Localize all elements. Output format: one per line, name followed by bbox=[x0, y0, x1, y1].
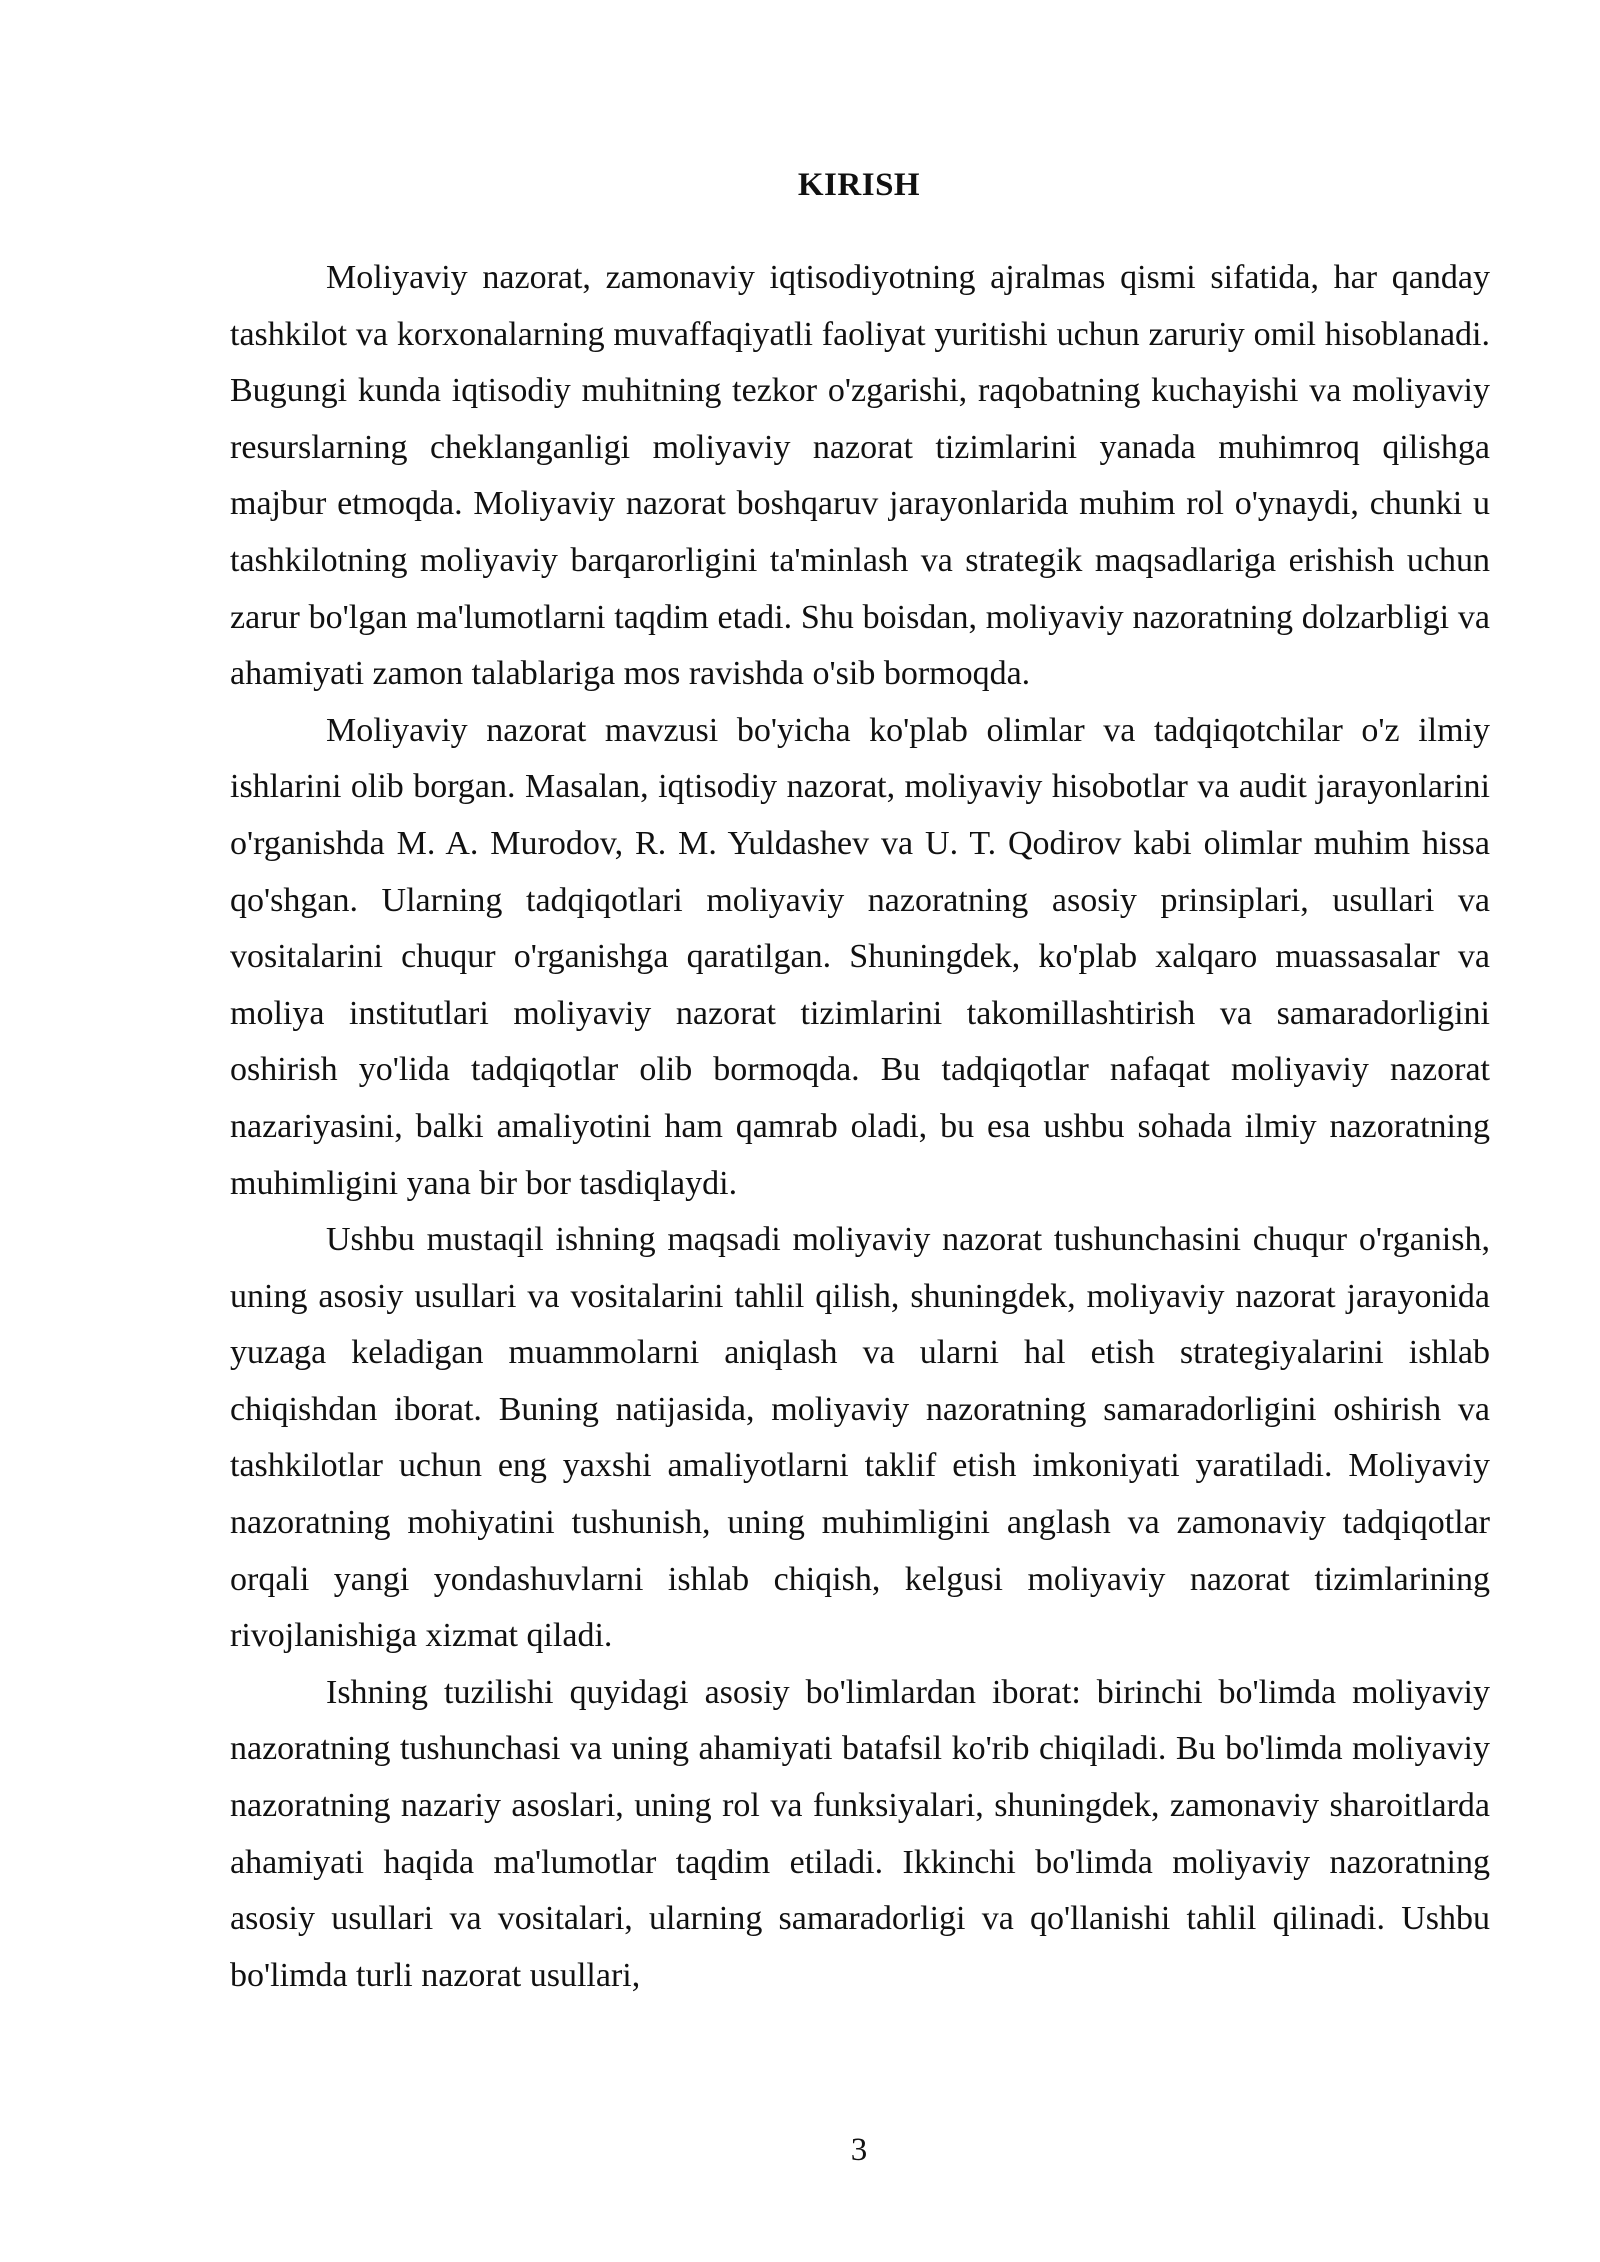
paragraph-1: Moliyaviy nazorat, zamonaviy iqtisodiyotning ajralmas qismi sifatida, har qanday tashkilot va korxonalarning muvaffaqiyatli faoliyat yuritishi uchun zaruriy omil hisoblanadi. Bugungi kunda iqtisodiy muhitning tezkor o'zgarishi, raqobatning kuchayishi va moliyaviy resurslarning cheklanganligi moliyaviy nazorat tizimlarini yanada muhimroq qilishga majbur etmoqda. Moliyaviy nazorat boshqaruv jarayonlarida muhim rol o'ynaydi, chunki u tashkilotning moliyaviy barqarorligini ta'minlash va strategik maqsadlariga erishish uchun zarur bo'lgan ma'lumotlarni taqdim etadi. Shu boisdan, moliyaviy nazoratning dolzarbligi va ahamiyati zamon talablariga mos ravishda o'sib bormoqda. bbox=[230, 259, 1490, 693]
paragraph-4: Ishning tuzilishi quyidagi asosiy bo'limlardan iborat: birinchi bo'limda moliyaviy nazoratning tushunchasi va uning ahamiyati batafsil ko'rib chiqiladi. Bu bo'limda moliyaviy nazoratning nazariy asoslari, uning rol va funksiyalari, shuningdek, zamonaviy sharoitlarda ahamiyati haqida ma'lumotlar taqdim etiladi. Ikkinchi bo'limda moliyaviy nazoratning asosiy usullari va vositalari, ularning samaradorligi va qo'llanishi tahlil qilinadi. Ushbu bo'limda turli nazorat usullari, bbox=[230, 1673, 1490, 1994]
section-title: KIRISH bbox=[797, 167, 921, 203]
page-number: 3 bbox=[850, 2132, 868, 2168]
paragraph-2: Moliyaviy nazorat mavzusi bo'yicha ko'plab olimlar va tadqiqotchilar o'z ilmiy ishlarini olib borgan. Masalan, iqtisodiy nazorat, moliyaviy hisobotlar va audit jarayonlarini o'rganishda M. A. Murodov, R. M. Yuldashev va U. T. Qodirov kabi olimlar muhim hissa qo'shgan. Ularning tadqiqotlari moliyaviy nazoratning asosiy prinsiplari, usullari va vositalarini chuqur o'rganishga qaratilgan. Shuningdek, ko'plab xalqaro muassasalar va moliya institutlari moliyaviy nazorat tizimlarini takomillashtirish va samaradorligini oshirish yo'lida tadqiqotlar olib bormoqda. Bu tadqiqotlar nafaqat moliyaviy nazorat nazariyasini, balki amaliyotini ham qamrab oladi, bu esa ushbu sohada ilmiy nazoratning muhimligini yana bir bor tasdiqlaydi. bbox=[230, 711, 1490, 1202]
body-text bbox=[230, 250, 1490, 2004]
paragraph-3: Ushbu mustaqil ishning maqsadi moliyaviy nazorat tushunchasini chuqur o'rganish, uning asosiy usullari va vositalarini tahlil qilish, shuningdek, moliyaviy nazorat jarayonida yuzaga keladigan muammolarni aniqlash va ularni hal etish strategiyalarini ishlab chiqishdan iborat. Buning natijasida, moliyaviy nazoratning samaradorligini oshirish va tashkilotlar uchun eng yaxshi amaliyotlarni taklif etish imkoniyati yaratiladi. Moliyaviy nazoratning mohiyatini tushunish, uning muhimligini anglash va zamonaviy tadqiqotlar orqali yangi yondashuvlarni ishlab chiqish, kelgusi moliyaviy nazorat tizimlarining rivojlanishiga xizmat qiladi. bbox=[230, 1221, 1490, 1655]
